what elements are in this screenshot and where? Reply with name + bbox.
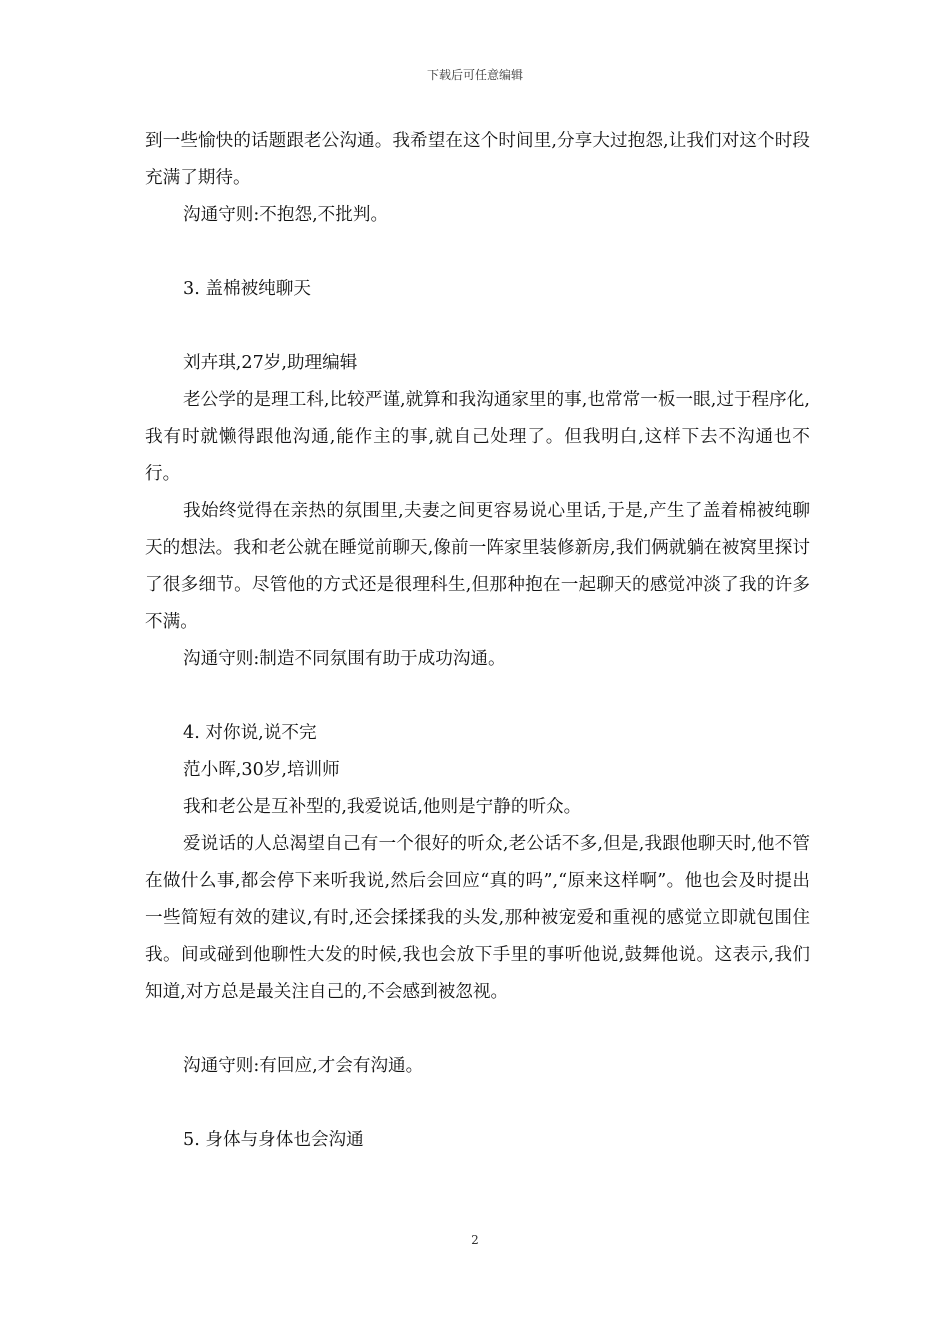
rule-4: 沟通守则:有回应,才会有沟通。 (183, 1056, 424, 1076)
paragraph-3a: 老公学的是理工科,比较严谨,就算和我沟通家里的事,也常常一板一眼,过于程序化,我有时就懒得跟他沟通,能作主的事,就自己处理了。但我明白,这样下去不沟通也不行。 (145, 390, 810, 484)
person-byline-4: 范小晖,30岁,培训师 (183, 760, 340, 780)
document-body (145, 123, 810, 1159)
paragraph-intro-continuation: 到一些愉快的话题跟老公沟通。我希望在这个时间里,分享大过抱怨,让我们对这个时段充满了期待。 (145, 131, 810, 188)
section-heading-5: 5. 身体与身体也会沟通 (183, 1130, 364, 1150)
paragraph-4a: 我和老公是互补型的,我爱说话,他则是宁静的听众。 (183, 797, 582, 817)
paragraph-4b: 爱说话的人总渴望自己有一个很好的听众,老公话不多,但是,我跟他聊天时,他不管在做什么事,都会停下来听我说,然后会回应“真的吗”,“原来这样啊”。他也会及时提出一些简短有效的建议,有时,还会揉揉我的头发,那种被宠爱和重视的感觉立即就包围住我。间或碰到他聊性大发的时候,我也会放下手里的事听他说,鼓舞他说。这表示,我们知道,对方总是最关注自己的,不会感到被忽视。 (145, 834, 810, 1002)
person-byline-3: 刘卉琪,27岁,助理编辑 (183, 353, 358, 373)
rule-1: 沟通守则:不抱怨,不批判。 (183, 205, 389, 225)
page-number: 2 (471, 1233, 479, 1247)
paragraph-3b: 我始终觉得在亲热的氛围里,夫妻之间更容易说心里话,于是,产生了盖着棉被纯聊天的想法。我和老公就在睡觉前聊天,像前一阵家里装修新房,我们俩就躺在被窝里探讨了很多细节。尽管他的方式还是很理科生,但那种抱在一起聊天的感觉冲淡了我的许多不满。 (145, 501, 810, 632)
section-heading-3: 3. 盖棉被纯聊天 (183, 279, 311, 299)
rule-3: 沟通守则:制造不同氛围有助于成功沟通。 (183, 649, 506, 669)
section-heading-4: 4. 对你说,说不完 (183, 723, 317, 743)
page-header: 下载后可任意编辑 (426, 68, 523, 82)
